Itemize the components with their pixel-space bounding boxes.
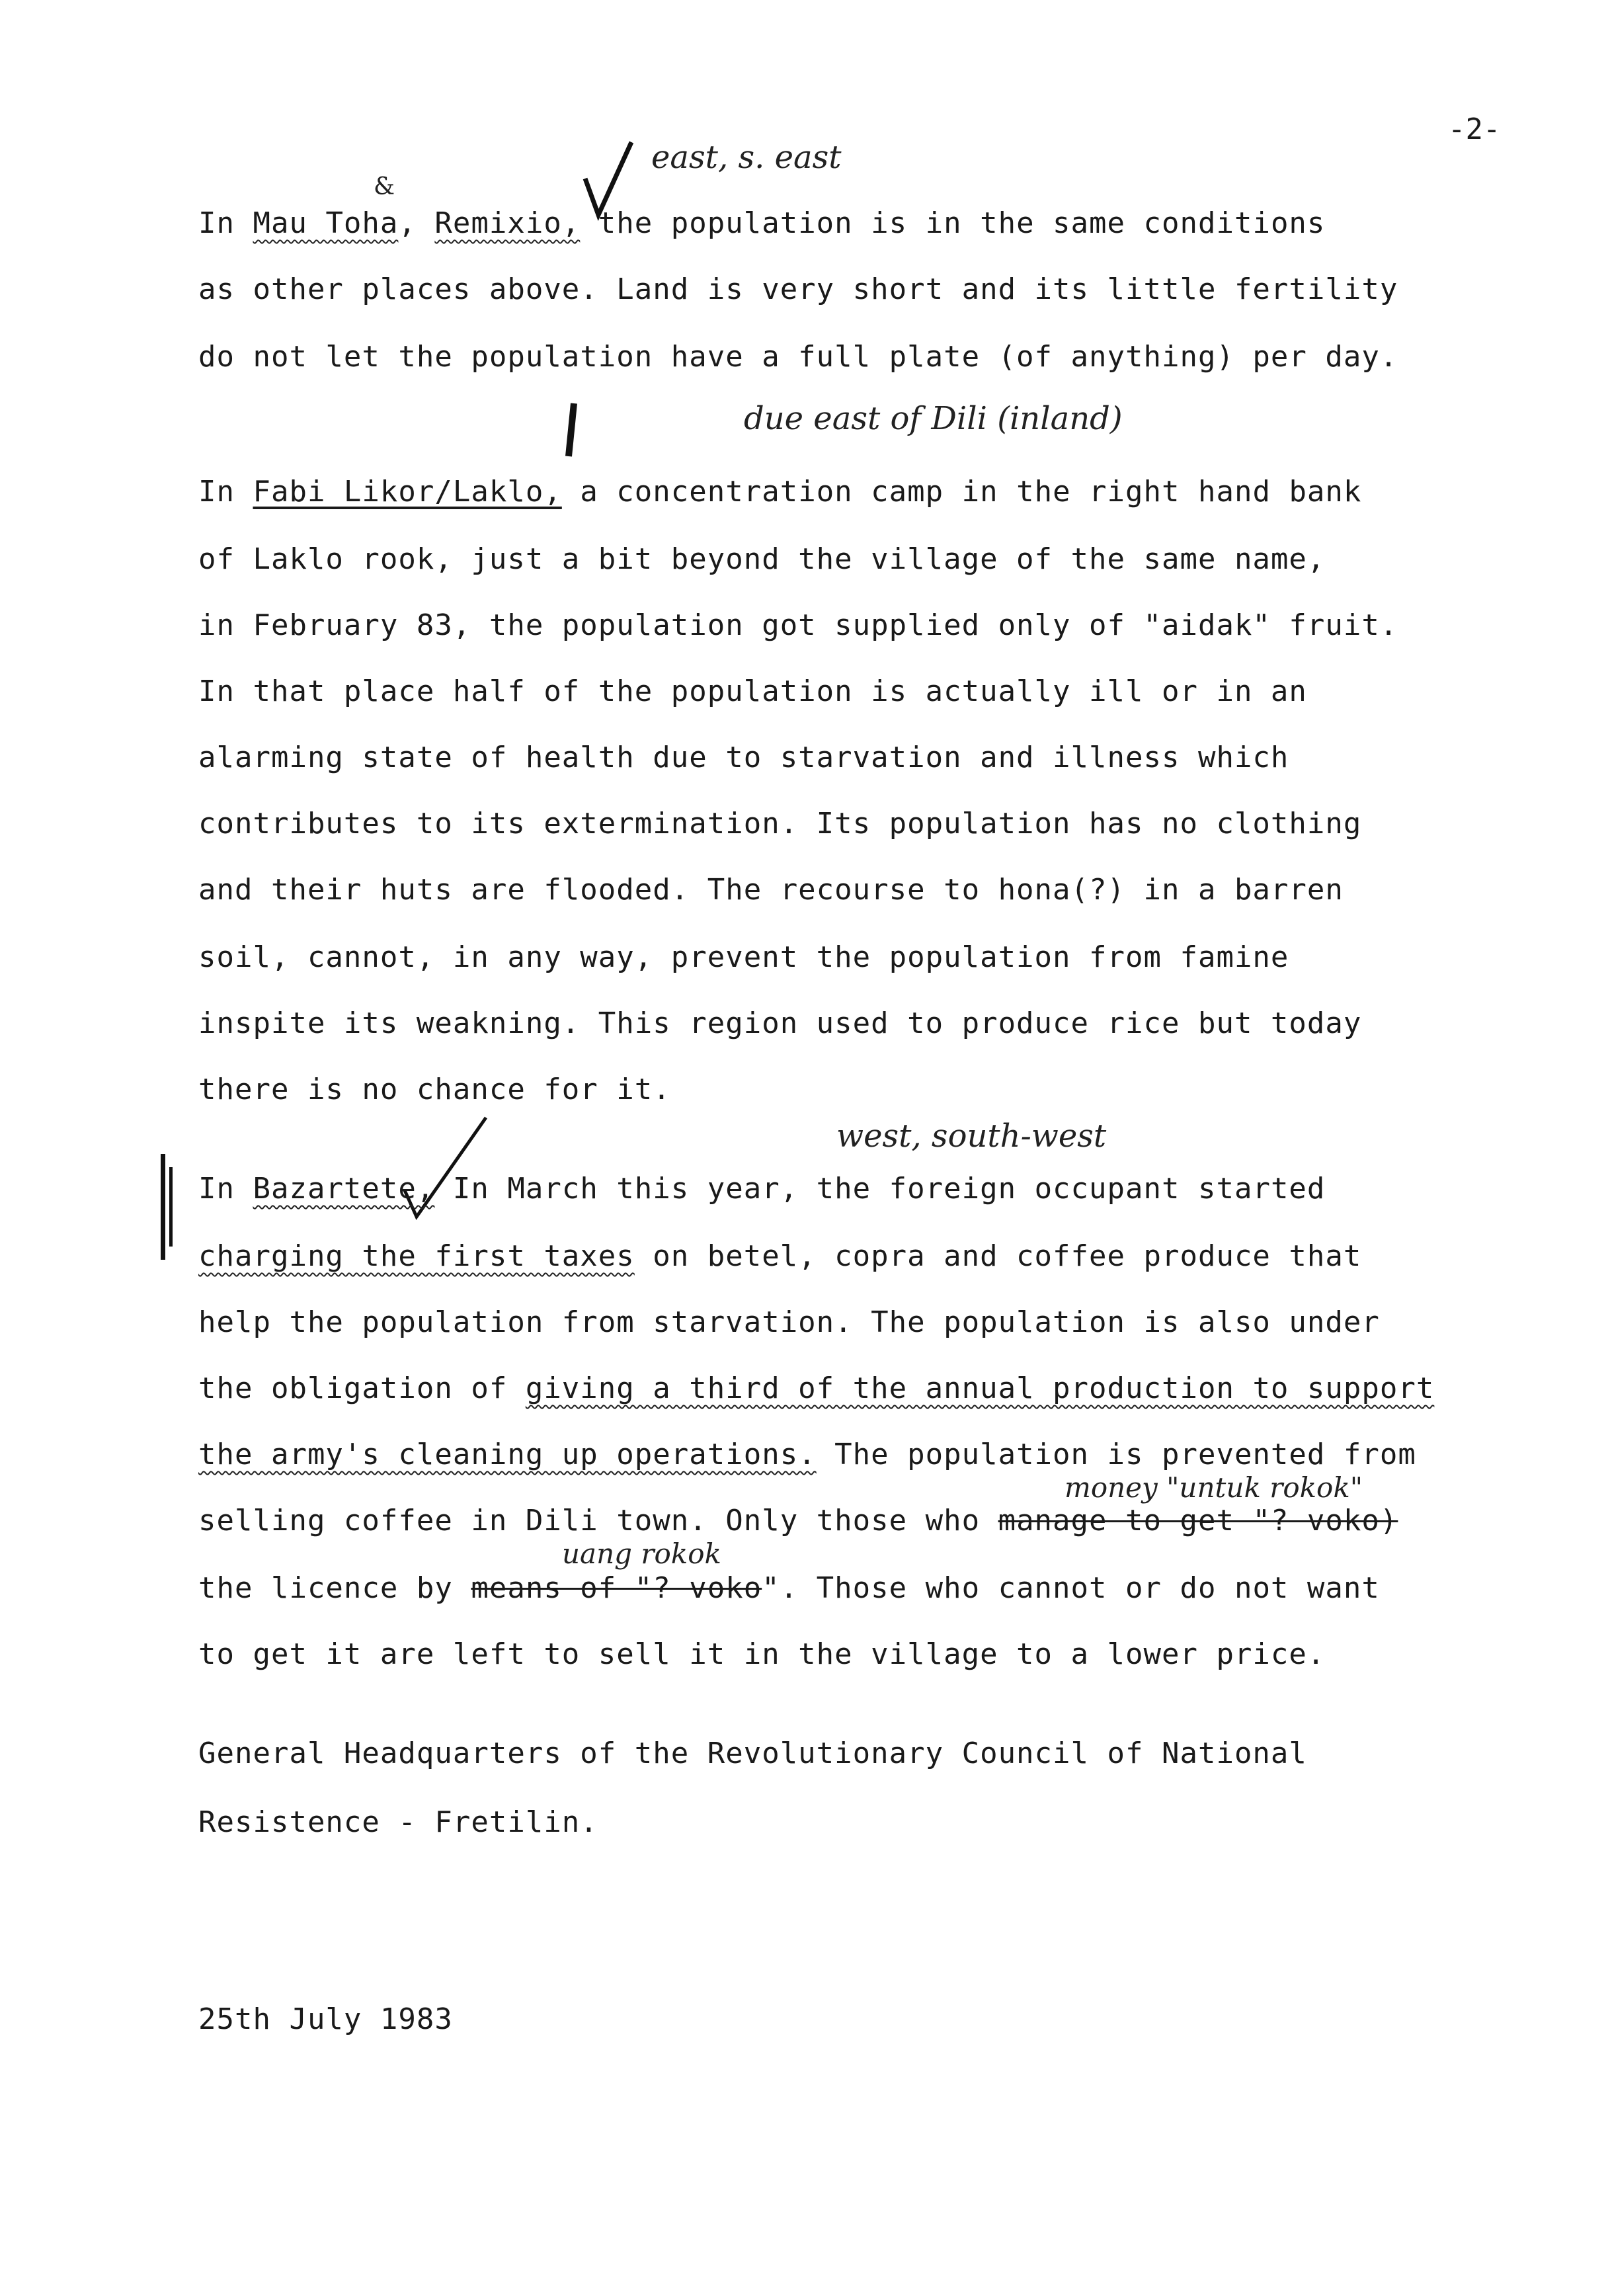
p3-line-7: the licence by means of "? voko". Those who cannot or do not want bbox=[198, 1571, 1380, 1605]
p2-line-9: inspite its weakning. This region used to produce rice but today bbox=[198, 1006, 1362, 1040]
p2-line-3: in February 83, the population got supplied only of "aidak" fruit. bbox=[198, 608, 1398, 642]
page-number: -2- bbox=[1448, 112, 1501, 146]
p2-line-2: of Laklo rook, just a bit beyond the village of the same name, bbox=[198, 542, 1326, 576]
p2-line-10: there is no chance for it. bbox=[198, 1073, 671, 1106]
p3-line-5: the army's cleaning up operations. The population is prevented from bbox=[198, 1438, 1416, 1471]
p2-line-8: soil, cannot, in any way, prevent the population from famine bbox=[198, 940, 1289, 974]
signature-line-1: General Headquarters of the Revolutionary Council of National bbox=[198, 1737, 1307, 1770]
p3-line-4: the obligation of giving a third of the annual production to support bbox=[198, 1372, 1435, 1405]
p1-line-1: In Mau Toha, Remixio, the population is in the same conditions bbox=[198, 206, 1326, 240]
p3-line-2: charging the first taxes on betel, copra and coffee produce that bbox=[198, 1239, 1362, 1273]
handwritten-note-due-east: due east of Dili (inland) bbox=[744, 400, 1123, 437]
p3-line-6: selling coffee in Dili town. Only those who manage to get "? voko) bbox=[198, 1504, 1398, 1538]
place-fabi-likor: Fabi Likor/Laklo, bbox=[253, 475, 562, 509]
place-bazartete: Bazartete, bbox=[253, 1172, 435, 1206]
handwritten-note-east: east, s. east bbox=[651, 139, 842, 176]
signature-line-2: Resistence - Fretilin. bbox=[198, 1805, 598, 1839]
p3-line-8: to get it are left to sell it in the village to a lower price. bbox=[198, 1637, 1326, 1671]
p2-line-7: and their huts are flooded. The recourse to hona(?) in a barren bbox=[198, 873, 1344, 907]
p1-line-3: do not let the population have a full plate (of anything) per day. bbox=[198, 340, 1398, 374]
margin-bar-icon bbox=[161, 1154, 165, 1260]
checkmark-icon bbox=[585, 142, 631, 215]
handwritten-note-money: money "untuk rokok" bbox=[1065, 1471, 1363, 1504]
p2-line-4: In that place half of the population is actually ill or in an bbox=[198, 675, 1307, 708]
document-date: 25th July 1983 bbox=[198, 2002, 453, 2036]
p2-line-6: contributes to its extermination. Its population has no clothing bbox=[198, 807, 1362, 840]
p2-line-1: In Fabi Likor/Laklo, a concentration camp in the right hand bank bbox=[198, 475, 1362, 509]
margin-bar-icon bbox=[169, 1167, 173, 1247]
place-remixio: Remixio, bbox=[434, 206, 581, 240]
handwritten-ampersand: & bbox=[374, 173, 395, 200]
p2-line-5: alarming state of health due to starvation and illness which bbox=[198, 741, 1289, 774]
handwritten-note-west: west, south-west bbox=[836, 1118, 1107, 1155]
p1-line-2: as other places above. Land is very short and its little fertility bbox=[198, 272, 1398, 306]
margin-stroke-icon bbox=[569, 403, 574, 456]
p3-line-3: help the population from starvation. The population is also under bbox=[198, 1305, 1380, 1339]
p3-line-1: In Bazartete, In March this year, the foreign occupant started bbox=[198, 1172, 1326, 1206]
place-mau-toha: Mau Toha bbox=[253, 206, 399, 240]
handwritten-note-uang: uang rokok bbox=[562, 1538, 721, 1570]
